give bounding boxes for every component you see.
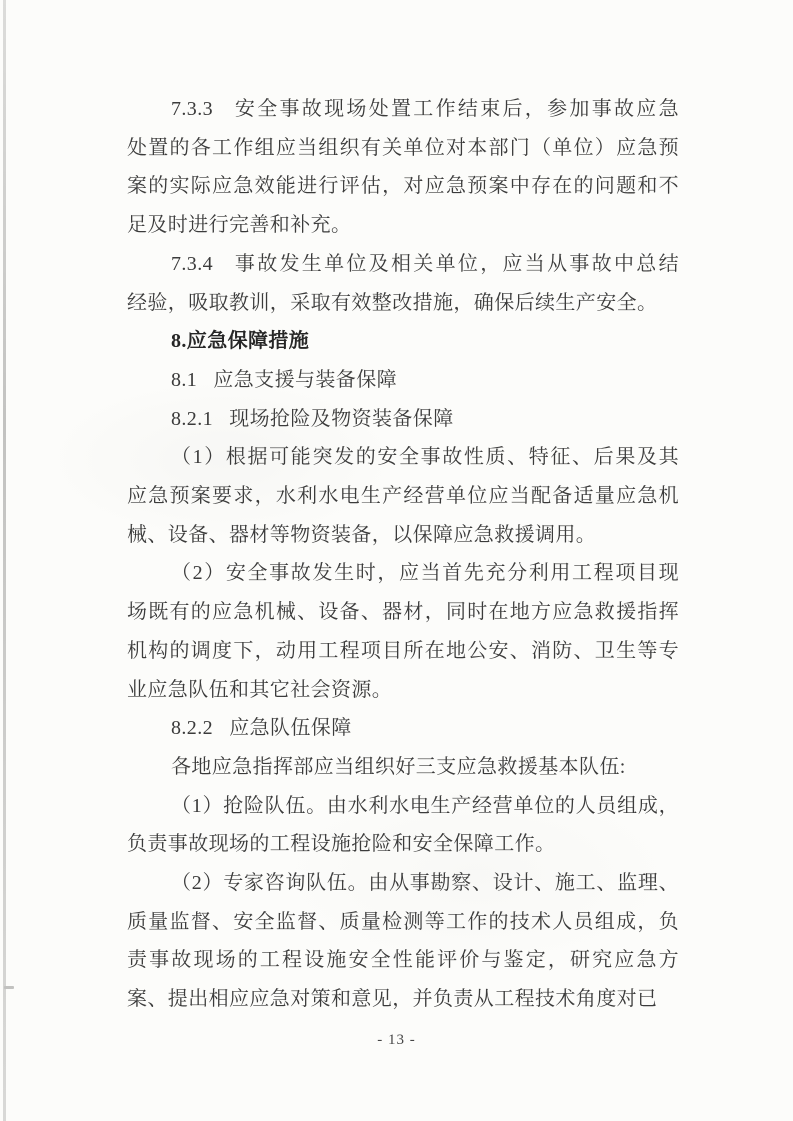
text-line: 7.3.3 安全事故现场处置工作结束后，参加事故应急 [171,98,679,120]
text-line: 械、设备、器材等物资装备，以保障应急救援调用。 [127,523,597,546]
text-line: （1）抢险队伍。由水利水电生产经营单位的人员组成， [171,794,679,817]
text-line: 8.2.2 应急队伍保障 [171,717,352,740]
text-line: 8.1 应急支援与装备保障 [171,368,397,391]
text-line: 机构的调度下，动用工程项目所在地公安、消防、卫生等专 [127,639,679,662]
text-line: 负责事故现场的工程设施抢险和安全保障工作。 [127,833,556,856]
text-line: 足及时进行完善和补充。 [127,214,352,237]
text-line: （2）专家咨询队伍。由从事勘察、设计、施工、监理、 [171,872,679,895]
text-line: 案、提出相应应急对策和意见，并负责从工程技术角度对已 [127,988,658,1011]
text-line: 场既有的应急机械、设备、器材，同时在地方应急救援指挥 [127,601,679,624]
text-line: 案的实际应急效能进行评估，对应急预案中存在的问题和不 [127,175,679,198]
document-body [127,90,679,1019]
text-line: 7.3.4 事故发生单位及相关单位，应当从事故中总结 [171,252,679,275]
text-line: 质量监督、安全监督、质量检测等工作的技术人员组成，负 [127,910,679,933]
text-line: 8.2.1 现场抢险及物资装备保障 [171,407,454,430]
text-line: （1）根据可能突发的安全事故性质、特征、后果及其 [171,446,679,469]
text-line: 责事故现场的工程设施安全性能评价与鉴定，研究应急方 [127,949,679,972]
text-line: 处置的各工作组应当组织有关单位对本部门（单位）应急预 [127,136,679,159]
text-line: 8.应急保障措施 [171,330,310,353]
scan-mark-artifact [4,986,14,989]
text-line: （2）安全事故发生时，应当首先充分利用工程项目现 [171,562,679,585]
page-number: - 13 - [377,1032,416,1048]
text-line: 经验，吸取教训，采取有效整改措施，确保后续生产安全。 [127,291,658,314]
text-line: 业应急队伍和其它社会资源。 [127,678,393,701]
scan-edge-artifact [3,0,6,1121]
text-line: 各地应急指挥部应当组织好三支应急救援基本队伍: [171,755,626,778]
text-line: 应急预案要求，水利水电生产经营单位应当配备适量应急机 [127,485,679,508]
